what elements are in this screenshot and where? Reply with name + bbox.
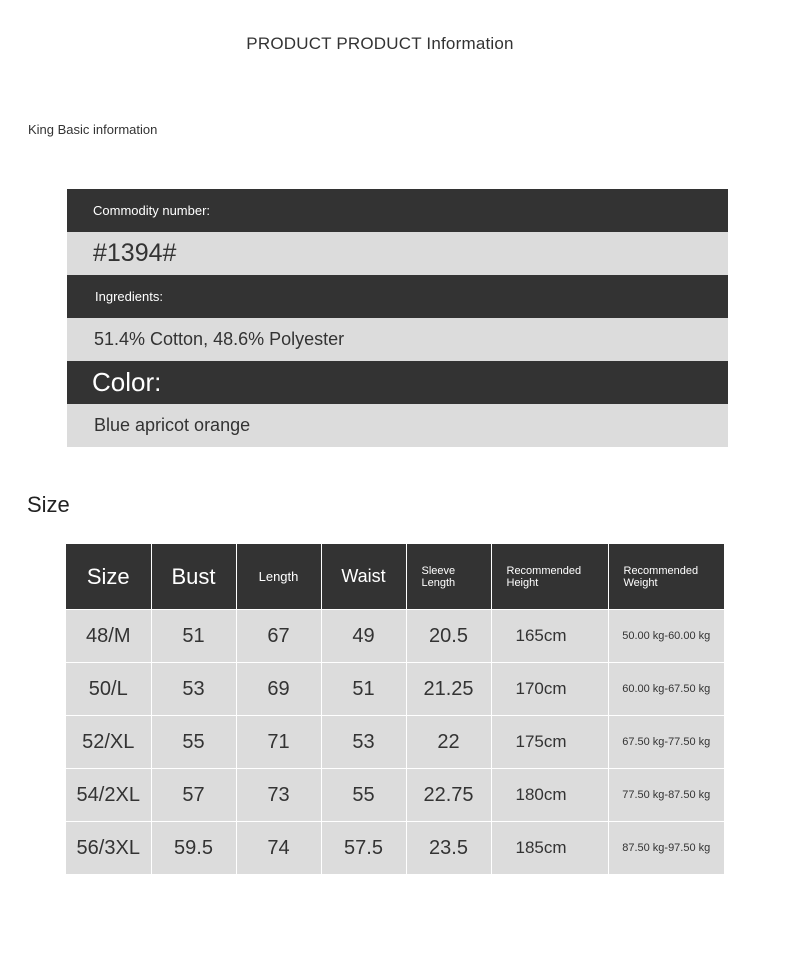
cell-weight: 60.00 kg-67.50 kg	[608, 663, 724, 716]
size-table-header	[66, 544, 724, 610]
cell-size: 50/L	[66, 663, 151, 716]
page-title: PRODUCT PRODUCT Information	[246, 34, 514, 53]
table-row	[66, 610, 724, 663]
commodity-value: #1394#	[93, 239, 177, 267]
col-header-waist: Waist	[321, 544, 406, 610]
basic-info-table	[67, 189, 728, 447]
cell-sleeve: 20.5	[406, 610, 491, 663]
cell-size: 54/2XL	[66, 769, 151, 822]
ingredients-value: 51.4% Cotton, 48.6% Polyester	[94, 329, 345, 349]
col-header-height: Recommended Height	[491, 544, 608, 610]
commodity-label-row	[67, 189, 728, 232]
cell-weight: 67.50 kg-77.50 kg	[608, 716, 724, 769]
cell-bust: 53	[151, 663, 236, 716]
cell-weight: 87.50 kg-97.50 kg	[608, 822, 724, 875]
col-header-size: Size	[66, 544, 151, 610]
commodity-value-row	[67, 232, 728, 275]
cell-height: 180cm	[491, 769, 608, 822]
section-subtitle: King Basic information	[28, 122, 158, 137]
cell-weight: 77.50 kg-87.50 kg	[608, 769, 724, 822]
cell-waist: 49	[321, 610, 406, 663]
cell-bust: 51	[151, 610, 236, 663]
ingredients-label: Ingredients:	[95, 289, 163, 304]
cell-length: 73	[236, 769, 321, 822]
cell-height: 175cm	[491, 716, 608, 769]
ingredients-label-row	[67, 275, 728, 318]
cell-sleeve: 22	[406, 716, 491, 769]
cell-size: 56/3XL	[66, 822, 151, 875]
col-header-sleeve: Sleeve Length	[406, 544, 491, 610]
cell-weight: 50.00 kg-60.00 kg	[608, 610, 724, 663]
cell-waist: 57.5	[321, 822, 406, 875]
cell-size: 48/M	[66, 610, 151, 663]
color-value-row	[67, 404, 728, 447]
col-header-length: Length	[236, 544, 321, 610]
cell-sleeve: 23.5	[406, 822, 491, 875]
col-header-weight: Recommended Weight	[608, 544, 724, 610]
cell-height: 165cm	[491, 610, 608, 663]
size-table	[66, 544, 724, 874]
commodity-label: Commodity number:	[93, 203, 211, 218]
cell-sleeve: 22.75	[406, 769, 491, 822]
col-header-bust: Bust	[151, 544, 236, 610]
size-heading: Size	[27, 492, 70, 517]
cell-bust: 59.5	[151, 822, 236, 875]
cell-length: 71	[236, 716, 321, 769]
cell-length: 74	[236, 822, 321, 875]
cell-sleeve: 21.25	[406, 663, 491, 716]
table-row	[66, 769, 724, 822]
cell-length: 69	[236, 663, 321, 716]
ingredients-value-row	[67, 318, 728, 361]
cell-length: 67	[236, 610, 321, 663]
cell-waist: 53	[321, 716, 406, 769]
cell-bust: 55	[151, 716, 236, 769]
color-value: Blue apricot orange	[94, 415, 251, 435]
color-label: Color:	[92, 367, 162, 397]
cell-waist: 51	[321, 663, 406, 716]
cell-size: 52/XL	[66, 716, 151, 769]
table-row	[66, 716, 724, 769]
cell-height: 170cm	[491, 663, 608, 716]
color-label-row	[67, 361, 728, 404]
table-row	[66, 663, 724, 716]
cell-waist: 55	[321, 769, 406, 822]
table-row	[66, 822, 724, 875]
cell-height: 185cm	[491, 822, 608, 875]
cell-bust: 57	[151, 769, 236, 822]
